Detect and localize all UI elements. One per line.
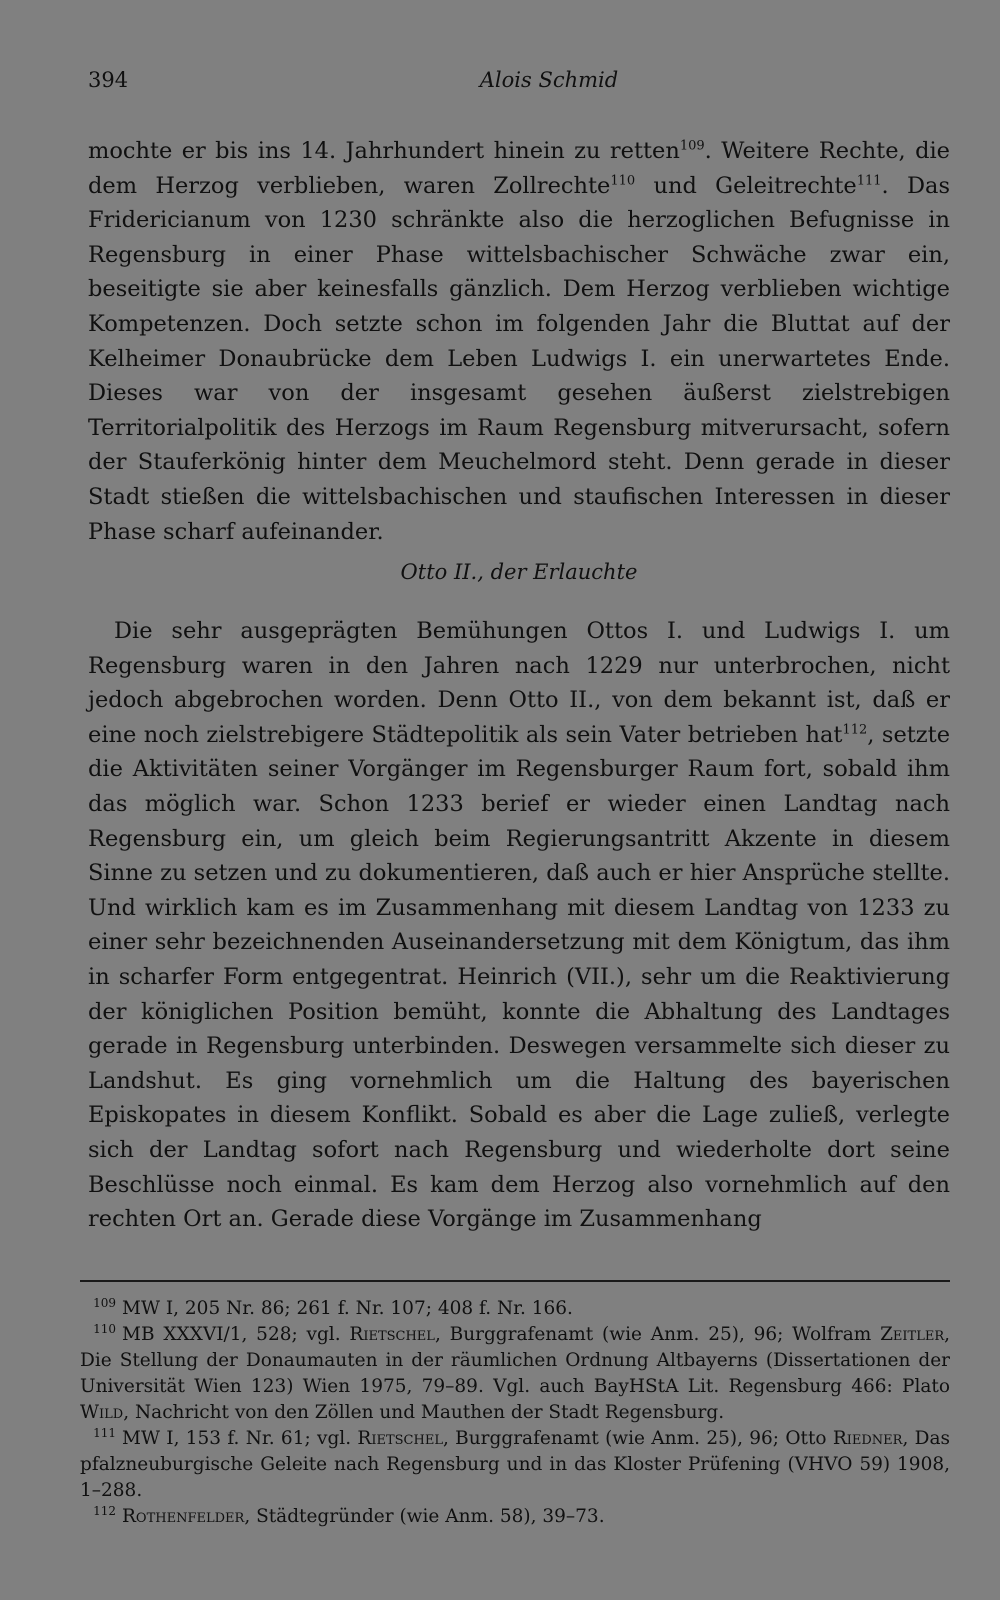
- text-segment: , setzte die Aktivitäten seiner Vorgänger im Regensburger Raum fort, sobald ihm das möglich war. Schon 1233 berief er wieder einen Landtag nach Regensburg ein, um gleich beim Regierungsantritt Akzente in diesem Sinne zu setzen und zu dokumentieren, daß auch er hier Ansprüche stellte. Und wirklich kam es im Zusammenhang mit diesem Landtag von 1233 zu einer sehr bezeichnenden Auseinandersetzung mit dem Königtum, das ihm in scharfer Form entgegentrat. Heinrich (VII.), sehr um die Reaktivierung der königlichen Position bemüht, konnte die Abhaltung des Landtages gerade in Regensburg unterbinden. Deswegen versammelte sich dieser zu Landshut. Es ging vornehmlich um die Haltung des bayerischen Episkopates in diesem Konflikt. Sobald es aber die Lage zuließ, verlegte sich der Landtag sofort nach Regensburg und wiederholte dort seine Beschlüsse noch einmal. Es kam dem Herzog also vornehmlich auf den rechten Ort an. Gerade diese Vorgänge im Zusammenhang: [88, 721, 951, 1233]
- text-segment: . Das Fridericianum von 1230 schränkte also die herzoglichen Befugnisse in Regensburg in einer Phase wittelsbachischer Schwäche zwar ein, beseitigte sie aber keinesfalls gänzlich. Dem Herzog verblieben wichtige Kompetenzen. Doch setzte schon im folgenden Jahr die Bluttat auf der Kelheimer Donaubrücke dem Leben Ludwigs I. ein unerwartetes Ende. Dieses war von der insgesamt gesehen äußerst zielstrebigen Territorialpolitik des Herzogs im Raum Regensburg mitverursacht, sofern der Stauferkönig hinter dem Meuchelmord steht. Denn gerade in dieser Stadt stießen die wittelsbachischen und staufischen Interessen in dieser Phase scharf aufeinander.: [88, 172, 950, 545]
- author-name: Rietschel: [357, 1428, 443, 1449]
- footnote-text: MB XXXVI/1, 528; vgl.: [122, 1324, 350, 1345]
- page-header: [88, 68, 950, 98]
- author-name: Rothenfelder: [122, 1506, 245, 1527]
- footnote-text: , Burggrafenamt (wie Anm. 25), 96; Otto: [442, 1428, 833, 1449]
- body-paragraph-1: [88, 134, 950, 549]
- footnote-110: 110 MB XXXVI/1, 528; vgl. Rietschel, Burggrafenamt (wie Anm. 25), 96; Wolfram Zeitler, Die Stellung der Donaumauten in der räumlichen Ordnung Altbayerns (Dissertationen der Universität Wien 123) Wien 1975, 79–89. Vgl. auch BayHStA Lit. Regensburg 466: Plato Wild, Nachricht von den Zöllen und Mauthen der Stadt Regensburg.: [80, 1321, 951, 1423]
- author-name: Riedner: [832, 1428, 903, 1449]
- running-title: Alois Schmid: [479, 68, 619, 92]
- footnote-ref-110[interactable]: 110: [610, 173, 636, 189]
- author-name: Rietschel: [349, 1324, 435, 1345]
- text-segment: Die sehr ausgeprägten Bemühungen Ottos I. und Ludwigs I. um Regensburg waren in den Jahren nach 1229 nur unterbrochen, nicht jedoch abgebrochen worden. Denn Otto II., von dem bekannt ist, daß er eine noch zielstrebigere Städtepolitik als sein Vater betrieben hat: [88, 618, 950, 748]
- footnote-text: , Das pfalzneuburgische Geleite nach Regensburg und in das Kloster Prüfening (VHVO 59) 1908, 1–288.: [80, 1428, 951, 1501]
- footnote-112: 112 Rothenfelder, Städtegründer (wie Anm. 58), 39–73.: [93, 1503, 605, 1527]
- author-name: Wild: [80, 1402, 124, 1423]
- footnote-ref-112[interactable]: 112: [842, 722, 868, 738]
- text-segment: und Geleitrechte: [635, 172, 857, 199]
- footnote-109: 109 MW I, 205 Nr. 86; 261 f. Nr. 107; 408 f. Nr. 166.: [93, 1295, 573, 1319]
- footnote-text: , Burggrafenamt (wie Anm. 25), 96; Wolfram: [434, 1324, 881, 1345]
- footnote-text: , Städtegründer (wie Anm. 58), 39–73.: [244, 1506, 605, 1527]
- footnote-separator: [80, 1280, 950, 1282]
- footnote-text: MW I, 205 Nr. 86; 261 f. Nr. 107; 408 f. Nr. 166.: [122, 1298, 573, 1319]
- footnote-ref-111[interactable]: 111: [856, 173, 882, 189]
- text-segment: mochte er bis ins 14. Jahrhundert hinein zu retten: [88, 138, 680, 164]
- page-number: 394: [88, 68, 129, 92]
- footnote-text: , Die Stellung der Donaumauten in der räumlichen Ordnung Altbayerns (Dissertationen der Universität Wien 123) Wien 1975, 79–89. Vgl. auch BayHStA Lit. Regensburg 466: Plato: [80, 1324, 951, 1397]
- footnote-text: , Nachricht von den Zöllen und Mauthen der Stadt Regensburg.: [123, 1402, 725, 1423]
- body-paragraph-2: [88, 614, 950, 1237]
- footnotes: [80, 1296, 950, 1530]
- text-segment: . Weitere Rechte, die dem Herzog verblieben, waren Zollrechte: [88, 138, 950, 199]
- footnote-text: MW I, 153 f. Nr. 61; vgl.: [122, 1428, 358, 1449]
- author-name: Zeitler: [880, 1324, 945, 1345]
- footnote-ref-109[interactable]: 109: [679, 138, 705, 154]
- section-heading: Otto II., der Erlauchte: [400, 560, 638, 584]
- footnote-111: 111 MW I, 153 f. Nr. 61; vgl. Rietschel, Burggrafenamt (wie Anm. 25), 96; Otto Riedner, Das pfalzneuburgische Geleite nach Regensburg und in das Kloster Prüfening (VHVO 59) 1908, 1–288.: [80, 1425, 951, 1501]
